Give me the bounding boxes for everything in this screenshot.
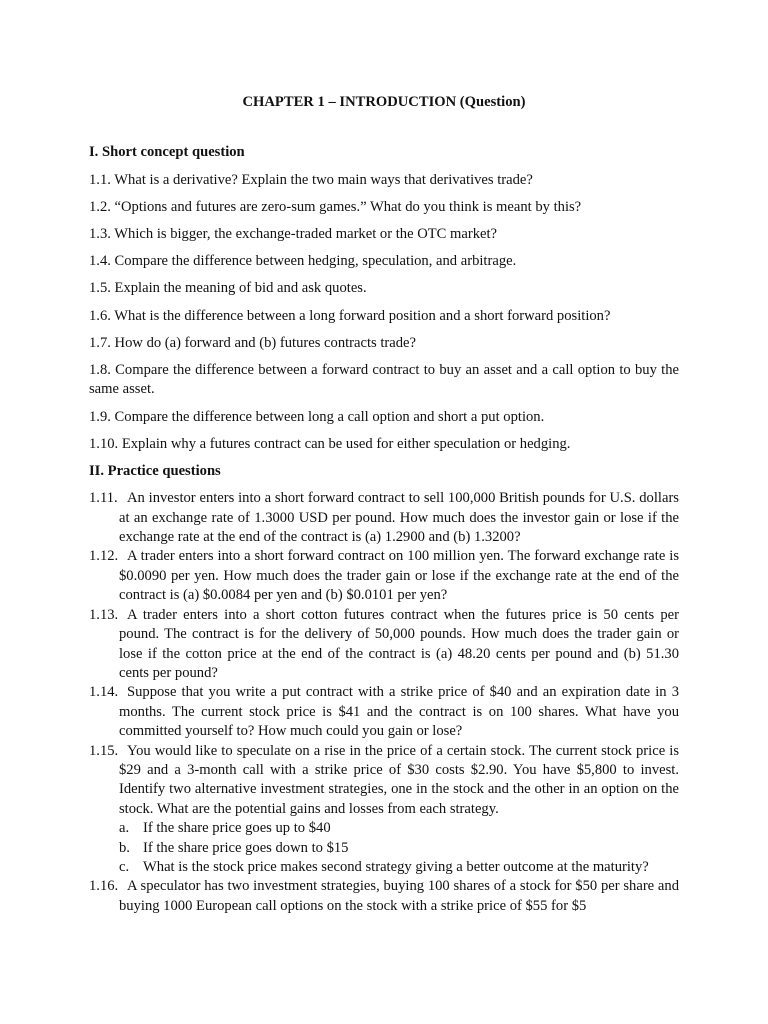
question-text: A speculator has two investment strategies, buying 100 shares of a stock for $50 per share and buying 1000 European call options on the stock with a strike price of $55 for $5	[119, 878, 679, 914]
practice-question-1-13	[89, 606, 679, 684]
question-number: 1.13.	[89, 606, 119, 623]
sub-question-list	[119, 819, 679, 877]
question-1-4: 1.4. Compare the difference between hedging, speculation, and arbitrage.	[89, 253, 517, 270]
question-text: A trader enters into a short cotton futures contract when the futures price is 50 cents per pound. The contract is for the delivery of 50,000 pounds. How much does the trader gain or lose if the cotton price at the end of the contract is (a) 48.20 cents per pound and (b) 51.30 cents per pound?	[119, 606, 679, 681]
sub-question-letter: a.	[119, 820, 130, 837]
practice-question-1-11	[89, 489, 679, 547]
question-number: 1.15.	[89, 742, 119, 759]
question-1-2: 1.2. “Options and futures are zero-sum games.” What do you think is meant by this?	[89, 198, 582, 215]
sub-question-letter: c.	[119, 858, 130, 875]
sub-question-text: What is the stock price makes second strategy giving a better outcome at the maturity?	[143, 858, 649, 875]
section-short-concept	[89, 143, 679, 454]
page-title: CHAPTER 1 – INTRODUCTION (Question)	[242, 94, 526, 110]
sub-question-text: If the share price goes down to $15	[143, 839, 349, 856]
practice-question-1-12	[89, 547, 679, 605]
question-number: 1.12.	[89, 548, 119, 565]
practice-question-1-14	[89, 683, 679, 741]
question-1-10: 1.10. Explain why a futures contract can be used for either speculation or hedging.	[89, 435, 571, 452]
question-text: An investor enters into a short forward contract to sell 100,000 British pounds for U.S. dollars at an exchange rate of 1.3000 USD per pound. How much does the investor gain or lose if the exchange rate at the end of the contract is (a) 1.2900 and (b) 1.3200?	[119, 490, 679, 546]
practice-question-list	[89, 489, 679, 916]
sub-question-c	[119, 858, 679, 877]
sub-question-letter: b.	[119, 839, 130, 856]
question-text: A trader enters into a short forward contract on 100 million yen. The forward exchange rate is $0.0090 per yen. How much does the trader gain or lose if the exchange rate at the end of the contract is (a) $0.0084 per yen and (b) $0.0101 per yen?	[119, 548, 679, 604]
section-practice	[89, 462, 679, 916]
question-number: 1.11.	[89, 490, 118, 507]
practice-question-1-16	[89, 877, 679, 916]
question-1-1: 1.1. What is a derivative? Explain the two main ways that derivatives trade?	[89, 171, 533, 188]
sub-question-a	[119, 819, 679, 838]
section-heading-short-concept: I. Short concept question	[89, 144, 245, 161]
question-1-5: 1.5. Explain the meaning of bid and ask quotes.	[89, 280, 367, 297]
question-1-3: 1.3. Which is bigger, the exchange-traded market or the OTC market?	[89, 226, 498, 243]
question-number: 1.16.	[89, 878, 119, 895]
question-text: Suppose that you write a put contract with a strike price of $40 and an expiration date in 3 months. The current stock price is $41 and the contract is on 100 shares. What have you committed yourself to? How much could you gain or lose?	[119, 684, 679, 740]
question-1-7: 1.7. How do (a) forward and (b) futures contracts trade?	[89, 334, 417, 351]
section-heading-practice: II. Practice questions	[89, 463, 221, 480]
practice-question-1-15	[89, 742, 679, 878]
question-1-9: 1.9. Compare the difference between long a call option and short a put option.	[89, 408, 545, 425]
sub-question-text: If the share price goes up to $40	[143, 820, 331, 837]
question-1-6: 1.6. What is the difference between a long forward position and a short forward position?	[89, 307, 611, 324]
question-number: 1.14.	[89, 684, 119, 701]
question-1-8: 1.8. Compare the difference between a forward contract to buy an asset and a call option to buy the same asset.	[89, 362, 679, 398]
sub-question-b	[119, 839, 679, 858]
question-text: You would like to speculate on a rise in the price of a certain stock. The current stock price is $29 and a 3-month call with a strike price of $30 costs $2.90. You have $5,800 to invest. Identify two alternative investment strategies, one in the stock and the other in an option on the stock. What are the potential gains and losses from each strategy.	[119, 742, 679, 817]
